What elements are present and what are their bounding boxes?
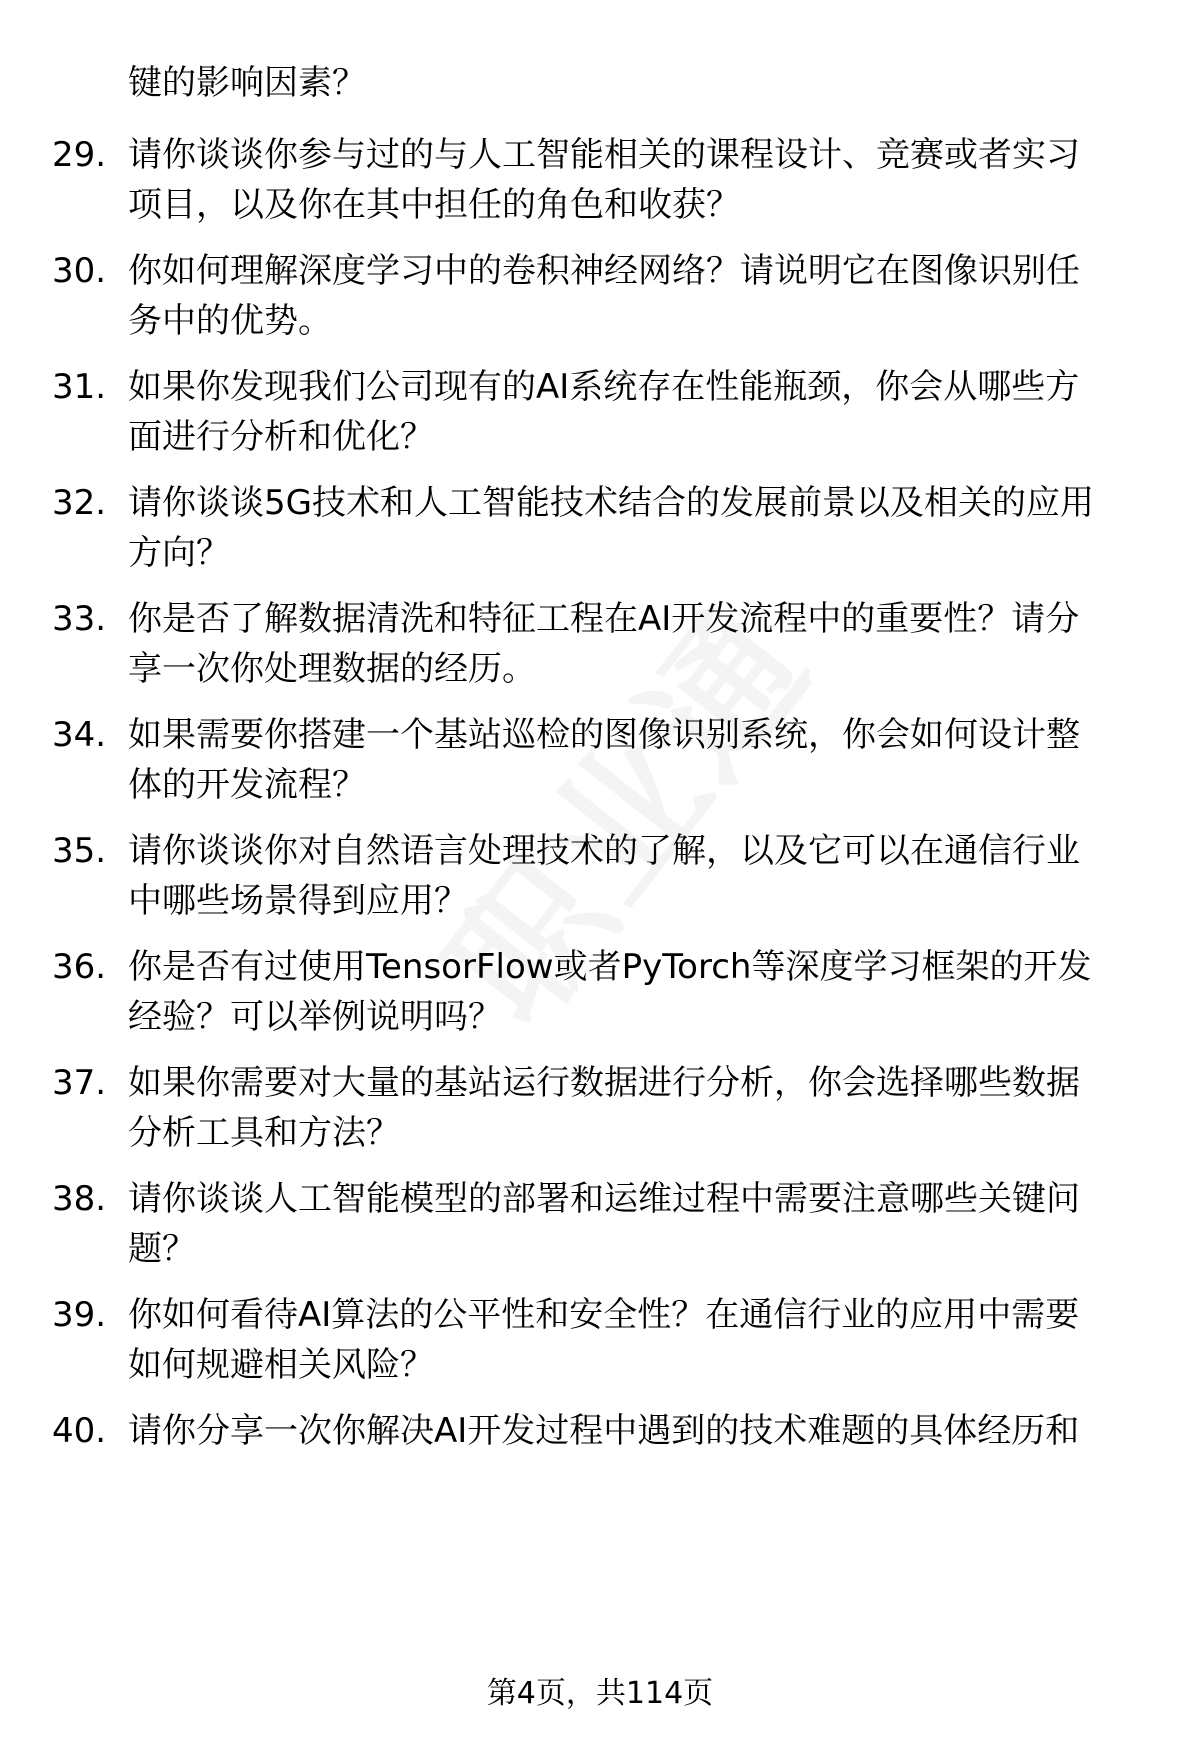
question-line: 经验？可以举例说明吗？ [128,997,502,1037]
question-text [128,362,1168,462]
page-footer: 第4页，共114页 [486,1676,714,1711]
question-number: 35. [52,831,107,871]
question-item-37 [0,1058,1200,1158]
question-line: 请你谈谈你参与过的与人工智能相关的课程设计、竞赛或者实习 [128,135,1080,175]
question-text [128,1290,1168,1390]
question-number: 30. [52,251,107,291]
question-number: 34. [52,715,107,755]
question-item-32 [0,478,1200,578]
question-item-30 [0,246,1200,346]
question-item-38 [0,1174,1200,1274]
question-line: 你是否有过使用TensorFlow或者PyTorch等深度学习框架的开发 [128,947,1092,987]
question-item-31 [0,362,1200,462]
question-line: 如果需要你搭建一个基站巡检的图像识别系统，你会如何设计整 [128,715,1080,755]
question-28-continuation: 键的影响因素？ [128,63,366,103]
question-text [128,246,1168,346]
question-number: 31. [52,367,107,407]
question-line: 分析工具和方法？ [128,1113,400,1153]
question-line: 你如何看待AI算法的公平性和安全性？在通信行业的应用中需要 [128,1295,1080,1335]
question-line: 体的开发流程？ [128,765,366,805]
question-number: 36. [52,947,107,987]
question-number: 40. [52,1411,107,1451]
question-line: 题？ [128,1229,196,1269]
question-line: 务中的优势。 [128,301,332,341]
question-item-36 [0,942,1200,1042]
question-line: 请你谈谈你对自然语言处理技术的了解，以及它可以在通信行业 [128,831,1080,871]
question-item-35 [0,826,1200,926]
question-text [128,942,1168,1042]
question-text [128,478,1168,578]
question-text [128,1406,1168,1456]
question-line: 享一次你处理数据的经历。 [128,649,536,689]
question-item-34 [0,710,1200,810]
question-line: 如何规避相关风险？ [128,1345,434,1385]
question-number: 38. [52,1179,107,1219]
question-item-39 [0,1290,1200,1390]
question-number: 32. [52,483,107,523]
question-line: 如果你发现我们公司现有的AI系统存在性能瓶颈，你会从哪些方 [128,367,1080,407]
question-text [128,130,1168,230]
question-text [128,826,1168,926]
question-line: 你是否了解数据清洗和特征工程在AI开发流程中的重要性？请分 [128,599,1080,639]
question-text [128,1058,1168,1158]
question-item-29 [0,130,1200,230]
question-line: 请你谈谈5G技术和人工智能技术结合的发展前景以及相关的应用 [128,483,1094,523]
question-line: 你如何理解深度学习中的卷积神经网络？请说明它在图像识别任 [128,251,1080,291]
question-line: 方向？ [128,533,230,573]
question-line: 面进行分析和优化？ [128,417,434,457]
question-number: 37. [52,1063,107,1103]
question-item-40 [0,1406,1200,1506]
question-text [128,1174,1168,1274]
question-line: 项目，以及你在其中担任的角色和收获？ [128,185,740,225]
question-text [128,594,1168,694]
question-line: 如果你需要对大量的基站运行数据进行分析，你会选择哪些数据 [128,1063,1080,1103]
question-line: 请你谈谈人工智能模型的部署和运维过程中需要注意哪些关键问 [128,1179,1080,1219]
question-number: 29. [52,135,107,175]
question-number: 39. [52,1295,107,1335]
question-number: 33. [52,599,107,639]
question-line: 请你分享一次你解决AI开发过程中遇到的技术难题的具体经历和 [128,1411,1080,1451]
question-item-33 [0,594,1200,694]
question-line: 中哪些场景得到应用？ [128,881,468,921]
question-text [128,710,1168,810]
